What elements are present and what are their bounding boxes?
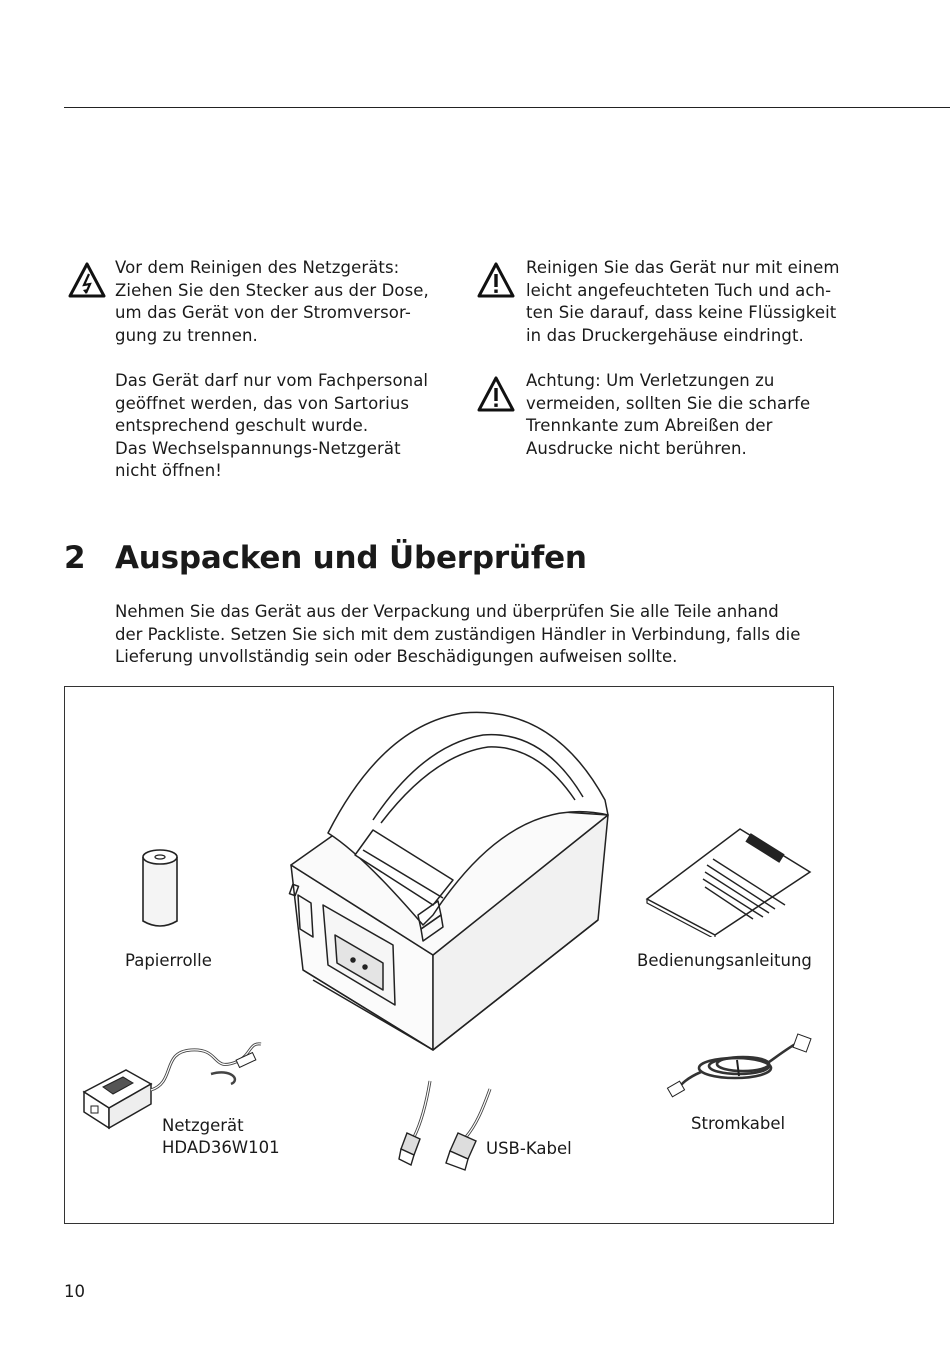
usb-cable-illustration bbox=[390, 1075, 500, 1175]
printer-illustration bbox=[283, 705, 617, 1055]
label-usb-cable: USB-Kabel bbox=[486, 1139, 572, 1158]
label-power-supply: Netzgerät HDAD36W101 bbox=[162, 1116, 280, 1157]
warning-qualified-personnel-text: Das Gerät darf nur vom Fachpersonal geöffnet werden, das von Sartorius entsprechend geschult wurde. Das Wechselspannungs-Netzgerät nicht öffnen! bbox=[115, 371, 429, 481]
section-number: 2 bbox=[64, 540, 86, 576]
warning-exclamation-icon bbox=[477, 376, 515, 412]
label-paper-roll: Papierrolle bbox=[125, 951, 212, 970]
warning-cleaning-text: Reinigen Sie das Gerät nur mit einem leicht angefeuchteten Tuch und ach- ten Sie darauf, dass keine Flüssigkeit in das Druckergehäuse eindringt. bbox=[526, 258, 840, 345]
paper-roll-illustration bbox=[135, 845, 185, 935]
warning-cutter-text: Achtung: Um Verletzungen zu vermeiden, sollten Sie die scharfe Trennkante zum Abreißen der Ausdrucke nicht berühren. bbox=[526, 371, 811, 458]
manual-illustration bbox=[645, 827, 815, 937]
top-rule bbox=[64, 107, 950, 108]
section-intro: Nehmen Sie das Gerät aus der Verpackung und überprüfen Sie alle Teile anhand der Packliste. Setzen Sie sich mit dem zuständigen Händler in Verbindung, falls die Lieferung unvollständig sein oder Beschädigungen aufweisen sollte. bbox=[115, 602, 801, 667]
page-number: 10 bbox=[64, 1282, 85, 1301]
label-manual: Bedienungsanleitung bbox=[637, 951, 812, 970]
warning-unplug-text: Vor dem Reinigen des Netzgeräts: Ziehen Sie den Stecker aus der Dose, um das Gerät von der Stromversor- gung zu trennen. bbox=[115, 258, 429, 345]
section-title: Auspacken und Überprüfen bbox=[115, 540, 587, 576]
package-contents-figure bbox=[64, 686, 834, 1224]
label-power-cable: Stromkabel bbox=[691, 1114, 786, 1133]
electric-hazard-icon bbox=[68, 262, 106, 298]
warning-exclamation-icon bbox=[477, 262, 515, 298]
power-cable-illustration bbox=[665, 1032, 815, 1102]
